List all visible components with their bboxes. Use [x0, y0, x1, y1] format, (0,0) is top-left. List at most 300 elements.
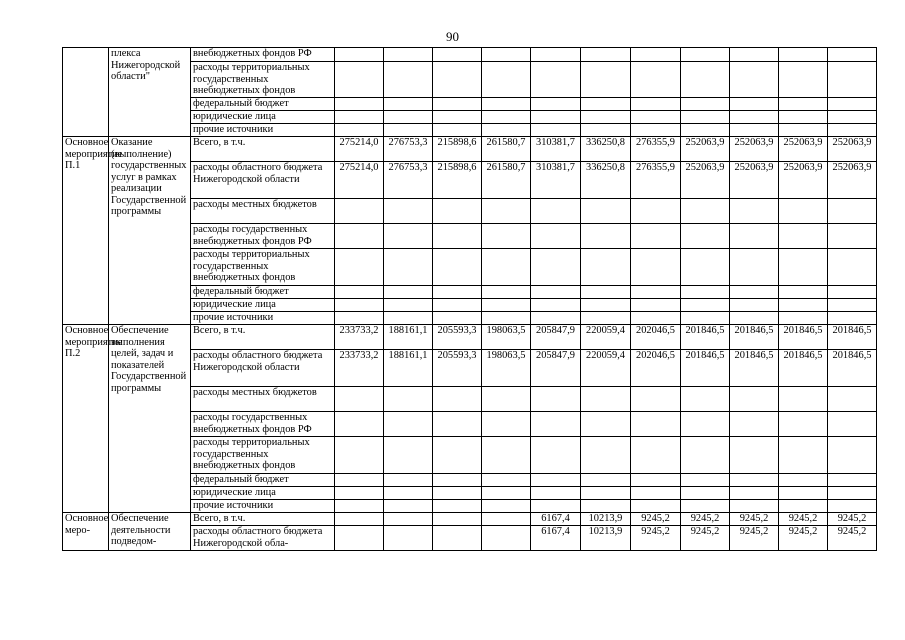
value-text: 233733,2 [339, 325, 379, 336]
value-text: 9245,2 [788, 513, 818, 524]
value-cell [779, 312, 828, 325]
value-cell [482, 137, 531, 162]
value-cell [730, 162, 779, 199]
value-cell [384, 249, 433, 286]
value-cell [730, 437, 779, 474]
value-cell [482, 48, 531, 62]
value-cell [681, 526, 730, 551]
value-cell [828, 124, 877, 137]
value-cell [631, 224, 681, 249]
value-text: 201846,5 [685, 350, 725, 361]
value-cell [335, 312, 384, 325]
value-cell [779, 48, 828, 62]
value-cell [828, 487, 877, 500]
value-cell [779, 137, 828, 162]
value-cell [531, 437, 581, 474]
value-cell [335, 474, 384, 487]
value-cell [482, 199, 531, 224]
table-row [63, 137, 877, 162]
value-cell [433, 286, 482, 299]
value-text: 201846,5 [783, 350, 823, 361]
value-cell [531, 249, 581, 286]
value-cell [631, 199, 681, 224]
value-cell [631, 350, 681, 387]
funding-source: Всего, в т.ч. [191, 325, 335, 350]
value-cell [335, 98, 384, 111]
value-cell [828, 299, 877, 312]
measure-description: Обеспечение выполнения целей, задач и показателей Государственной программы [109, 325, 191, 513]
value-text: 310381,7 [536, 162, 575, 173]
value-cell [828, 98, 877, 111]
value-cell [631, 513, 681, 526]
value-text: 336250,8 [586, 137, 625, 148]
table-row [63, 48, 877, 62]
funding-source: федеральный бюджет [191, 98, 335, 111]
funding-source: расходы местных бюджетов [191, 199, 335, 224]
value-cell [384, 526, 433, 551]
page-number: 90 [446, 29, 459, 44]
value-cell [335, 513, 384, 526]
value-cell [581, 124, 631, 137]
value-cell [779, 199, 828, 224]
value-text: 276753,3 [388, 137, 428, 148]
value-cell [335, 124, 384, 137]
value-cell [433, 62, 482, 98]
value-cell [581, 487, 631, 500]
value-cell [631, 124, 681, 137]
value-text: 9245,2 [739, 526, 769, 537]
value-cell [828, 437, 877, 474]
value-text: 9245,2 [690, 526, 720, 537]
value-cell [631, 437, 681, 474]
value-cell [779, 350, 828, 387]
value-cell [631, 312, 681, 325]
value-cell [433, 124, 482, 137]
value-cell [482, 513, 531, 526]
value-cell [531, 350, 581, 387]
value-text: 9245,2 [641, 513, 670, 524]
value-cell [482, 312, 531, 325]
value-cell [828, 513, 877, 526]
funding-source: расходы территориальных государственных внебюджетных фондов [191, 437, 335, 474]
value-cell [482, 124, 531, 137]
value-cell [384, 162, 433, 199]
value-cell [730, 312, 779, 325]
funding-source: расходы местных бюджетов [191, 387, 335, 412]
value-cell [384, 513, 433, 526]
value-cell [531, 513, 581, 526]
value-text: 252063,9 [685, 137, 725, 148]
value-text: 201846,5 [734, 325, 774, 336]
measure-description: Оказание (выполнение) государственных услуг в рамках реализации Государственной программы [109, 137, 191, 325]
value-cell [384, 98, 433, 111]
value-text: 9245,2 [690, 513, 720, 524]
value-cell [581, 350, 631, 387]
value-cell [779, 299, 828, 312]
value-text: 201846,5 [832, 325, 872, 336]
value-text: 201846,5 [832, 350, 872, 361]
value-cell [531, 312, 581, 325]
value-cell [581, 48, 631, 62]
value-cell [730, 487, 779, 500]
value-cell [433, 162, 482, 199]
value-cell [730, 124, 779, 137]
value-cell [730, 249, 779, 286]
value-cell [730, 325, 779, 350]
value-cell [482, 350, 531, 387]
value-cell [581, 474, 631, 487]
value-cell [631, 387, 681, 412]
value-cell [531, 124, 581, 137]
value-cell [779, 98, 828, 111]
value-cell [681, 412, 730, 437]
value-cell [828, 350, 877, 387]
value-cell [433, 487, 482, 500]
value-cell [531, 487, 581, 500]
value-cell [433, 500, 482, 513]
value-cell [433, 224, 482, 249]
value-text: 220059,4 [586, 325, 625, 336]
value-cell [531, 500, 581, 513]
value-cell [581, 162, 631, 199]
measure-name: Основное мероприятие П.2 [63, 325, 109, 513]
value-cell [531, 526, 581, 551]
value-cell [384, 286, 433, 299]
value-text: 310381,7 [536, 137, 575, 148]
value-cell [779, 474, 828, 487]
value-cell [482, 500, 531, 513]
value-cell [531, 98, 581, 111]
value-cell [581, 513, 631, 526]
value-cell [828, 111, 877, 124]
value-cell [828, 500, 877, 513]
value-cell [779, 111, 828, 124]
funding-source: федеральный бюджет [191, 474, 335, 487]
value-cell [433, 137, 482, 162]
value-text: 188161,1 [388, 325, 428, 336]
value-cell [730, 111, 779, 124]
value-text: 215898,6 [437, 162, 477, 173]
value-cell [730, 513, 779, 526]
value-text: 6167,4 [541, 513, 570, 524]
value-cell [681, 437, 730, 474]
value-cell [335, 48, 384, 62]
value-cell [482, 526, 531, 551]
value-cell [335, 299, 384, 312]
value-cell [581, 224, 631, 249]
value-cell [384, 199, 433, 224]
value-cell [384, 437, 433, 474]
value-cell [828, 162, 877, 199]
value-cell [335, 286, 384, 299]
funding-source: расходы территориальных государственных внебюджетных фондов [191, 249, 335, 286]
value-cell [779, 387, 828, 412]
value-cell [631, 487, 681, 500]
value-cell [681, 249, 730, 286]
value-cell [779, 500, 828, 513]
value-cell [581, 299, 631, 312]
value-cell [730, 48, 779, 62]
funding-source: федеральный бюджет [191, 286, 335, 299]
value-cell [828, 249, 877, 286]
value-text: 9245,2 [837, 526, 867, 537]
value-cell [335, 62, 384, 98]
value-cell [828, 224, 877, 249]
value-text: 215898,6 [437, 137, 477, 148]
value-cell [681, 111, 730, 124]
value-cell [433, 325, 482, 350]
value-cell [681, 487, 730, 500]
value-text: 9245,2 [837, 513, 867, 524]
value-text: 252063,9 [734, 162, 774, 173]
value-cell [779, 513, 828, 526]
value-cell [482, 249, 531, 286]
value-cell [631, 526, 681, 551]
value-cell [531, 286, 581, 299]
value-cell [681, 137, 730, 162]
value-text: 205593,3 [437, 350, 477, 361]
value-cell [730, 62, 779, 98]
value-cell [531, 162, 581, 199]
value-cell [828, 325, 877, 350]
value-cell [631, 111, 681, 124]
measure-description: плекса Нижегородской области" [109, 48, 191, 137]
value-cell [681, 474, 730, 487]
value-cell [730, 137, 779, 162]
value-cell [631, 162, 681, 199]
value-cell [433, 437, 482, 474]
value-text: 276355,9 [636, 162, 675, 173]
value-cell [384, 137, 433, 162]
value-cell [384, 124, 433, 137]
funding-source: расходы территориальных государственных внебюджетных фондов [191, 62, 335, 98]
value-cell [433, 513, 482, 526]
value-cell [730, 412, 779, 437]
value-cell [681, 387, 730, 412]
value-cell [482, 387, 531, 412]
value-cell [730, 299, 779, 312]
value-text: 275214,0 [339, 137, 379, 148]
value-cell [828, 412, 877, 437]
value-cell [681, 500, 730, 513]
value-cell [531, 111, 581, 124]
value-text: 252063,9 [685, 162, 725, 173]
value-cell [730, 526, 779, 551]
value-cell [730, 199, 779, 224]
value-cell [779, 249, 828, 286]
funding-source: расходы областного бюджета Нижегородской обла- [191, 526, 335, 551]
value-cell [779, 437, 828, 474]
value-cell [681, 199, 730, 224]
value-cell [384, 500, 433, 513]
value-cell [482, 224, 531, 249]
value-text: 276753,3 [388, 162, 428, 173]
value-text: 252063,9 [783, 162, 823, 173]
value-cell [482, 412, 531, 437]
value-cell [681, 224, 730, 249]
value-cell [730, 286, 779, 299]
funding-source: прочие источники [191, 500, 335, 513]
value-cell [482, 162, 531, 199]
value-text: 201846,5 [783, 325, 823, 336]
value-cell [384, 62, 433, 98]
value-cell [681, 299, 730, 312]
funding-source: юридические лица [191, 111, 335, 124]
value-cell [433, 48, 482, 62]
value-text: 261580,7 [486, 137, 526, 148]
value-text: 6167,4 [541, 526, 570, 537]
funding-source: расходы областного бюджета Нижегородской области [191, 350, 335, 387]
value-text: 202046,5 [636, 325, 675, 336]
value-cell [631, 48, 681, 62]
measure-name: Основное мероприятие П.1 [63, 137, 109, 325]
value-cell [779, 224, 828, 249]
value-cell [681, 350, 730, 387]
value-text: 261580,7 [486, 162, 526, 173]
value-cell [433, 350, 482, 387]
value-cell [779, 487, 828, 500]
funding-source: внебюджетных фондов РФ [191, 48, 335, 62]
value-cell [482, 299, 531, 312]
value-cell [531, 474, 581, 487]
value-cell [531, 299, 581, 312]
value-cell [384, 48, 433, 62]
value-cell [828, 199, 877, 224]
value-cell [681, 98, 730, 111]
value-cell [482, 487, 531, 500]
value-cell [730, 224, 779, 249]
value-text: 10213,9 [588, 513, 623, 524]
value-cell [828, 526, 877, 551]
budget-table [62, 47, 877, 551]
value-text: 202046,5 [636, 350, 675, 361]
value-cell [631, 325, 681, 350]
value-cell [335, 111, 384, 124]
value-cell [581, 500, 631, 513]
value-cell [433, 98, 482, 111]
value-cell [581, 286, 631, 299]
value-cell [828, 286, 877, 299]
value-cell [581, 387, 631, 412]
value-cell [384, 325, 433, 350]
value-cell [581, 137, 631, 162]
value-cell [433, 387, 482, 412]
value-cell [482, 474, 531, 487]
value-cell [779, 325, 828, 350]
value-cell [384, 111, 433, 124]
value-cell [631, 500, 681, 513]
value-cell [828, 387, 877, 412]
value-cell [730, 387, 779, 412]
funding-source: юридические лица [191, 299, 335, 312]
value-cell [631, 474, 681, 487]
value-text: 205593,3 [437, 325, 477, 336]
value-cell [681, 62, 730, 98]
value-cell [779, 62, 828, 98]
value-cell [433, 249, 482, 286]
value-text: 205847,9 [536, 350, 575, 361]
value-cell [531, 48, 581, 62]
value-cell [433, 199, 482, 224]
value-cell [828, 48, 877, 62]
value-cell [482, 325, 531, 350]
value-cell [482, 286, 531, 299]
value-cell [581, 312, 631, 325]
value-text: 252063,9 [734, 137, 774, 148]
value-cell [581, 199, 631, 224]
value-text: 252063,9 [783, 137, 823, 148]
value-cell [335, 199, 384, 224]
value-text: 198063,5 [486, 325, 526, 336]
funding-source: Всего, в т.ч. [191, 513, 335, 526]
value-cell [681, 162, 730, 199]
value-cell [730, 98, 779, 111]
value-cell [631, 137, 681, 162]
value-cell [335, 162, 384, 199]
value-cell [384, 224, 433, 249]
value-cell [335, 224, 384, 249]
measure-description: Обеспечение деятельности подведом- [109, 513, 191, 551]
value-cell [482, 62, 531, 98]
value-cell [681, 325, 730, 350]
value-text: 336250,8 [586, 162, 625, 173]
value-cell [531, 62, 581, 98]
table-row [63, 513, 877, 526]
value-text: 233733,2 [339, 350, 379, 361]
funding-source: Всего, в т.ч. [191, 137, 335, 162]
value-cell [482, 111, 531, 124]
value-cell [531, 137, 581, 162]
value-cell [779, 286, 828, 299]
value-text: 220059,4 [586, 350, 625, 361]
funding-source: расходы областного бюджета Нижегородской области [191, 162, 335, 199]
value-cell [631, 299, 681, 312]
funding-source: прочие источники [191, 124, 335, 137]
value-text: 9245,2 [641, 526, 670, 537]
value-text: 198063,5 [486, 350, 526, 361]
value-cell [681, 124, 730, 137]
funding-source: расходы государственных внебюджетных фондов РФ [191, 224, 335, 249]
value-cell [681, 513, 730, 526]
value-cell [531, 387, 581, 412]
value-text: 252063,9 [832, 162, 872, 173]
value-cell [581, 98, 631, 111]
value-text: 201846,5 [734, 350, 774, 361]
value-cell [681, 312, 730, 325]
value-text: 188161,1 [388, 350, 428, 361]
value-cell [335, 350, 384, 387]
value-text: 9245,2 [739, 513, 769, 524]
value-cell [631, 98, 681, 111]
value-cell [433, 299, 482, 312]
value-cell [384, 299, 433, 312]
value-text: 275214,0 [339, 162, 379, 173]
value-cell [581, 412, 631, 437]
value-cell [730, 500, 779, 513]
value-cell [335, 137, 384, 162]
value-text: 276355,9 [636, 137, 675, 148]
value-cell [779, 526, 828, 551]
value-cell [631, 249, 681, 286]
value-cell [631, 62, 681, 98]
value-cell [828, 474, 877, 487]
value-cell [433, 526, 482, 551]
value-cell [730, 350, 779, 387]
value-cell [581, 437, 631, 474]
value-cell [384, 487, 433, 500]
value-cell [581, 62, 631, 98]
value-cell [631, 286, 681, 299]
